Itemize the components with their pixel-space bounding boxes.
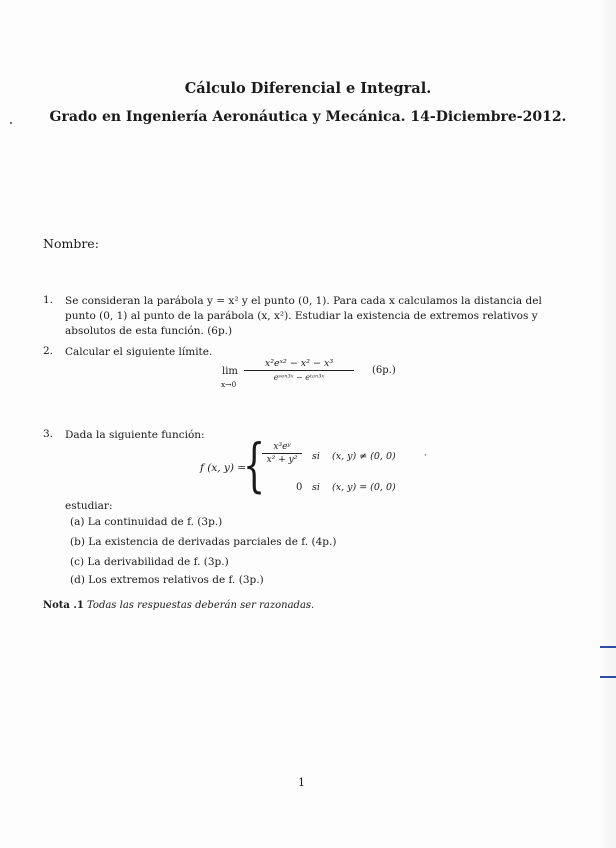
note-text: Todas las respuestas deberán ser razonadas. [87,600,315,611]
problem-number: 1. [43,294,54,306]
piecewise-brace: { [243,431,266,499]
problem-number: 2. [43,345,54,357]
study-label: estudiar: [65,500,113,512]
piece-1-fraction [262,442,302,465]
limit-word: lim [222,366,238,377]
edge-mark [600,646,616,648]
exam-title: Cálculo Diferencial e Integral. [184,80,432,97]
sub-item: (c) La derivabilidad de f. (3p.) [70,556,229,568]
name-label: Nombre: [43,236,99,251]
piece-2-si: si [312,482,320,493]
piece-2-value: 0 [296,482,303,493]
piece-1-si: si [312,451,320,462]
problem-3-text: Dada la siguiente función: [65,429,205,441]
problem-1-text: Se consideran la parábola y = x² y el punto (0, 1). Para cada x calculamos la distancia del punto (0, 1) al punto de la parábola (x, x²). Estudiar la existencia de extremos relativos y absolutos de esta función. [65,295,542,337]
note-label: Nota .1 [43,600,84,611]
note [43,600,314,611]
function-name: f (x, y) = [200,462,247,474]
page-number: 1 [298,776,305,789]
problem-2-text: Calcular el siguiente límite. [65,346,213,358]
edge-mark [600,676,616,678]
piece-1-condition: (x, y) ≠ (0, 0) [332,451,396,462]
sub-item: (d) Los extremos relativos de f. (3p.) [70,574,264,586]
limit-subscript: x→0 [221,380,237,389]
problem-number: 3. [43,428,54,440]
piece-1-denominator: x² + y² [266,455,298,465]
sub-item: (a) La continuidad de f. (3p.) [70,516,223,528]
limit-fraction [244,358,354,382]
stray-dot: · [424,451,427,461]
scan-edge-shadow [598,0,616,848]
problem-2-points: (6p.) [372,365,396,376]
problem-1 [65,294,565,339]
piece-2-condition: (x, y) = (0, 0) [332,482,396,493]
limit-denominator: eˢᵉⁿ³ˣ − eᵗᵃⁿ³ˣ [273,373,325,382]
problem-1-points: (6p.) [207,325,233,337]
exam-subtitle: Grado en Ingeniería Aeronáutica y Mecánica. 14-Diciembre-2012. [49,109,567,125]
sub-item: (b) La existencia de derivadas parciales de f. (4p.) [70,536,337,548]
piece-1-numerator: x³eʸ [262,442,302,454]
limit-numerator: x²eˣ² − x² − x³ [244,358,354,371]
